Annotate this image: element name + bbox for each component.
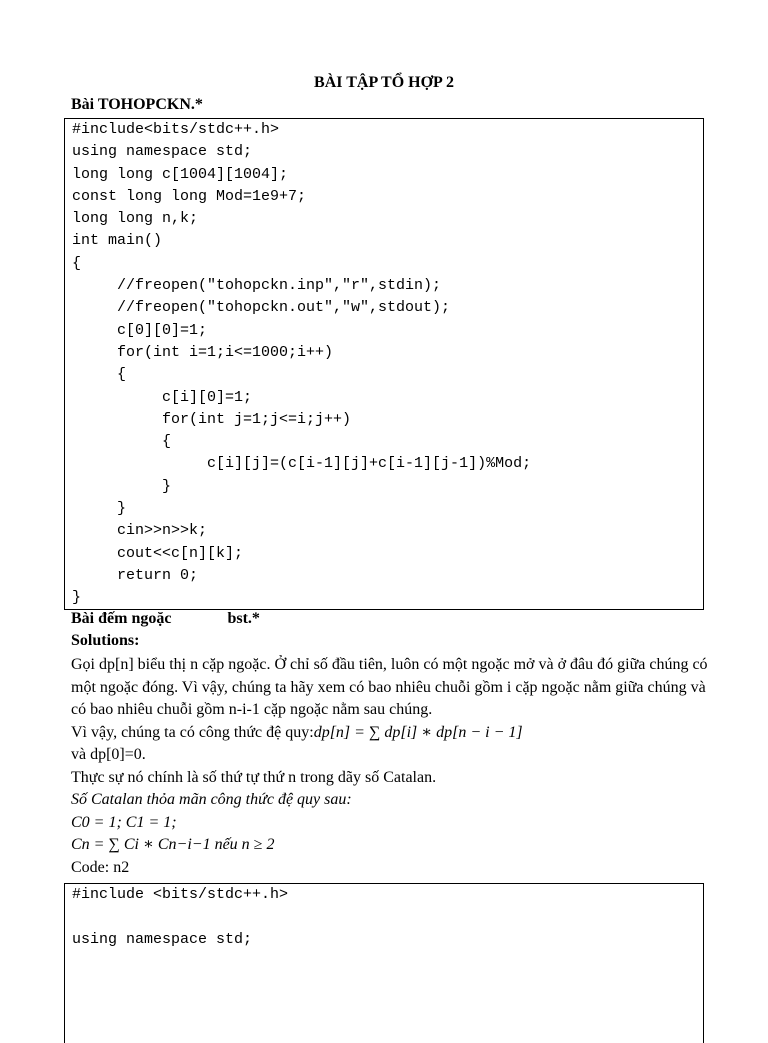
recurrence-prefix: Vì vậy, chúng ta có công thức đệ quy: [71, 723, 314, 741]
paragraph-catalan-recurrence: Số Catalan thỏa mãn công thức đệ quy sau: [71, 791, 352, 808]
code-line [65, 906, 703, 928]
paragraph-dp-definition: Gọi dp[n] biểu thị n cặp ngoặc. Ở chỉ số đầu tiên, luôn có một ngoặc mở và ở đâu đó giữa chúng có một ngoặc đóng. Vì vậy, chúng ta hãy xem có bao nhiêu chuỗi gồm i cặp ngoặc nằm giữa chúng và có bao nhiêu chuỗi gồm n-i-1 cặp ngoặc nằm sau chúng. [71, 656, 708, 718]
code-line: c[0][0]=1; [72, 321, 208, 339]
code-block-tohopckn [64, 118, 704, 610]
code-line: } [72, 477, 172, 495]
code-line: using namespace std; [72, 143, 253, 161]
code-line: { [72, 366, 127, 384]
code-line: long long c[1004][1004]; [72, 165, 289, 183]
code-line: cin>>n>>k; [72, 522, 208, 540]
paragraph-recurrence [71, 722, 711, 745]
solution-text [71, 654, 711, 879]
code-line: { [72, 433, 172, 451]
code-line: c[i][j]=(c[i-1][j]+c[i-1][j-1])%Mod; [72, 455, 532, 473]
code-line: for(int i=1;i<=1000;i++) [72, 343, 334, 361]
code-line: #include<bits/stdc++.h> [72, 121, 280, 138]
catalan-base-formula: C0 = 1; C1 = 1; [71, 813, 177, 831]
code-line: for(int j=1;j<=i;j++) [72, 410, 352, 428]
code-line: } [72, 500, 127, 518]
code-line: return 0; [72, 566, 199, 584]
section1-heading: Bài TOHOPCKN.* [71, 96, 203, 113]
code-block-catalan [64, 883, 704, 1043]
code-line: using namespace std; [72, 930, 253, 948]
code-line: { [72, 254, 82, 272]
catalan-recurrence-formula: Cn = ∑ Ci ∗ Cn−i−1 nếu n ≥ 2 [71, 836, 275, 853]
paragraph-catalan: Thực sự nó chính là số thứ tự thứ n trong dãy số Catalan. [71, 768, 437, 786]
code-line: //freopen("tohopckn.inp","r",stdin); [72, 277, 442, 295]
paragraph-base-case: và dp[0]=0. [71, 746, 146, 763]
code-line: #include <bits/stdc++.h> [72, 886, 289, 903]
section2-heading: Bài đếm ngoặc bst.* [71, 610, 260, 627]
code-line: int main() [72, 232, 163, 250]
solutions-label: Solutions: [71, 632, 140, 649]
document-title: BÀI TẬP TỔ HỢP 2 [314, 74, 454, 91]
code-line: c[i][0]=1; [72, 388, 253, 406]
code-line: //freopen("tohopckn.out","w",stdout); [72, 299, 451, 317]
code-line: long long n,k; [72, 210, 199, 228]
recurrence-formula: dp[n] = ∑ dp[i] ∗ dp[n − i − 1] [313, 723, 523, 741]
code-label: Code: n2 [71, 858, 130, 876]
code-line: } [72, 589, 82, 607]
code-line: cout<<c[n][k]; [72, 544, 244, 562]
code-line: const long long Mod=1e9+7; [72, 187, 307, 205]
